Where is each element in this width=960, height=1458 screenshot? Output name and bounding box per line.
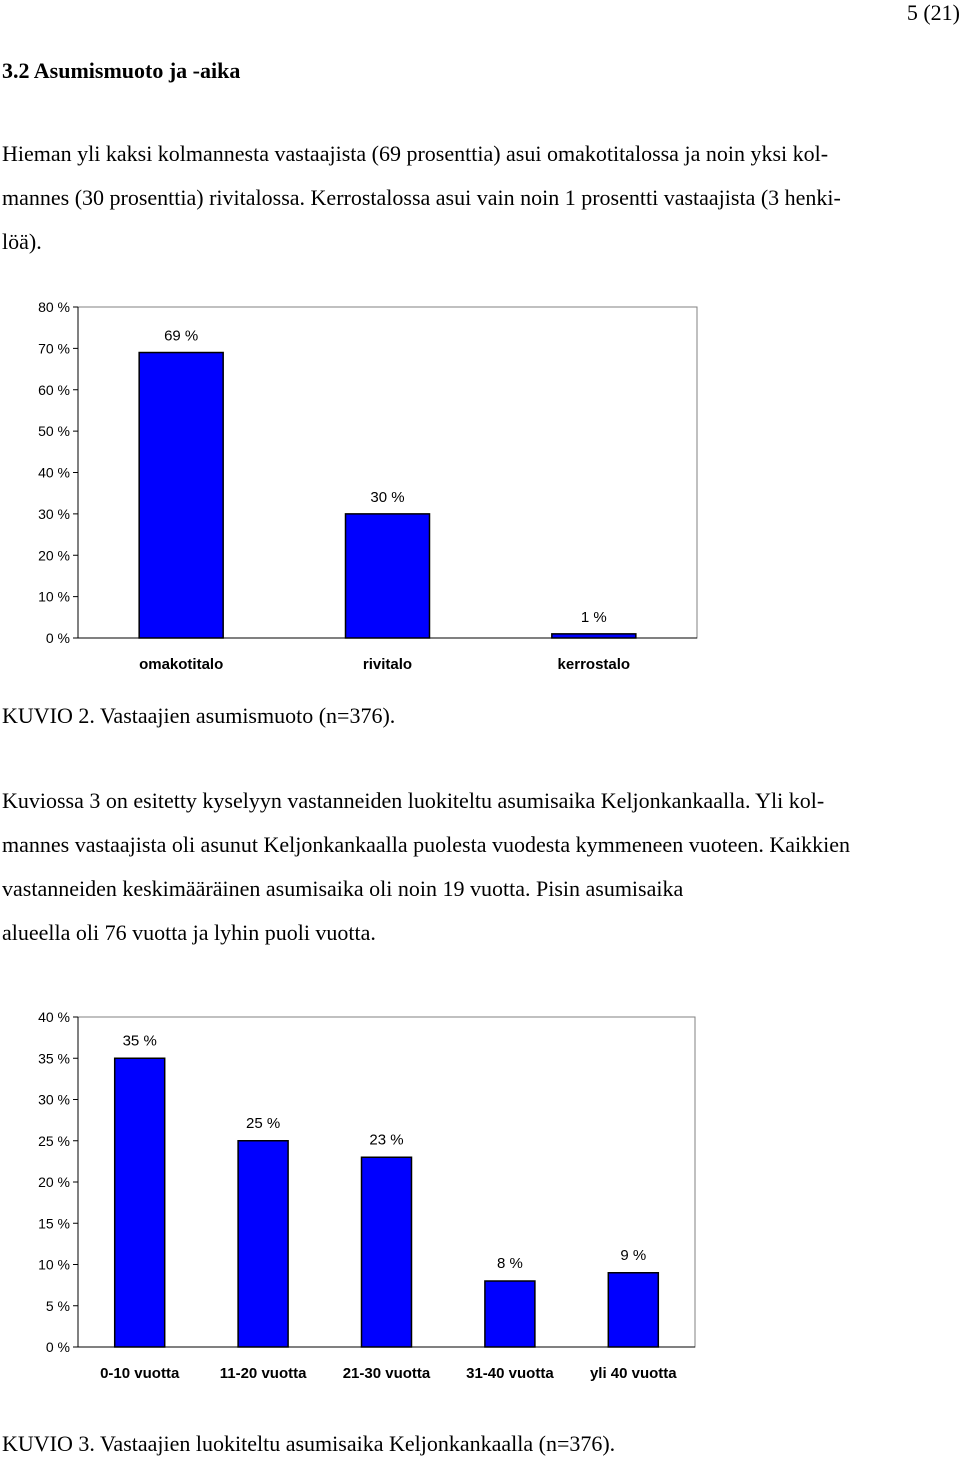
bar-value-label: 35 % [122, 1032, 157, 1050]
y-tick-label: 20 % [38, 547, 70, 564]
bar-value-label: 9 % [620, 1246, 647, 1264]
y-tick-label: 30 % [38, 1091, 70, 1108]
paragraph-line: mannes (30 prosenttia) rivitalossa. Kerrostalossa asui vain noin 1 prosentti vastaajista (3 henki- [2, 185, 841, 210]
paragraph-line: alueella oli 76 vuotta ja lyhin puoli vuotta. [2, 920, 376, 945]
figure-caption-3: KUVIO 3. Vastaajien luokiteltu asumisaika Keljonkankaalla (n=376). [2, 1431, 616, 1456]
y-tick-label: 70 % [38, 340, 70, 357]
category-label: kerrostalo [557, 656, 631, 673]
paragraph-line: löä). [2, 229, 42, 254]
y-tick-label: 10 % [38, 588, 70, 605]
paragraph-line: mannes vastaajista oli asunut Keljonkankaalla puolesta vuodesta kymmeneen vuoteen. Kaikkien [2, 832, 850, 857]
paragraph-line: Kuviossa 3 on esitetty kyselyyn vastanneiden luokiteltu asumisaika Keljonkankaalla. Yli kol- [2, 788, 825, 813]
y-tick-label: 0 % [45, 1339, 70, 1355]
category-label: rivitalo [362, 656, 413, 673]
residence-time-chart [0, 1000, 960, 1400]
bar-value-label: 69 % [164, 327, 199, 345]
category-label: 21-30 vuotta [342, 1365, 431, 1382]
category-label: 31-40 vuotta [466, 1365, 554, 1382]
y-tick-label: 35 % [38, 1050, 70, 1067]
paragraph-line: vastanneiden keskimääräinen asumisaika oli noin 19 vuotta. Pisin asumisaika [2, 876, 684, 901]
y-tick-label: 25 % [38, 1132, 70, 1149]
bar [238, 1141, 288, 1347]
bar [608, 1273, 658, 1347]
category-label: yli 40 vuotta [589, 1365, 677, 1382]
housing-type-chart [0, 290, 960, 690]
y-tick-label: 10 % [38, 1256, 70, 1273]
page-number: 5 (21) [906, 0, 960, 25]
y-tick-label: 80 % [38, 299, 70, 315]
bar [139, 353, 223, 638]
bar [552, 634, 636, 638]
category-label: 11-20 vuotta [219, 1365, 307, 1382]
bar [485, 1281, 535, 1347]
bar-value-label: 23 % [369, 1131, 404, 1149]
bar-value-label: 1 % [580, 608, 607, 626]
paragraph-residence-time [2, 779, 960, 955]
y-tick-label: 5 % [45, 1297, 70, 1314]
y-tick-label: 40 % [38, 1009, 70, 1025]
y-tick-label: 30 % [38, 505, 70, 522]
y-tick-label: 40 % [38, 464, 70, 481]
paragraph-line: Hieman yli kaksi kolmannesta vastaajista (69 prosenttia) asui omakotitalossa ja noin yksi kol- [2, 141, 829, 166]
y-tick-label: 15 % [38, 1215, 70, 1232]
figure-caption-2: KUVIO 2. Vastaajien asumismuoto (n=376). [2, 703, 396, 728]
y-tick-label: 50 % [38, 423, 70, 440]
category-label: 0-10 vuotta [100, 1365, 180, 1382]
section-heading: 3.2 Asumismuoto ja -aika [2, 58, 241, 83]
paragraph-housing-type [2, 132, 960, 264]
bar [362, 1157, 412, 1347]
y-tick-label: 0 % [45, 630, 70, 646]
y-tick-label: 20 % [38, 1174, 70, 1190]
y-tick-label: 60 % [38, 381, 70, 398]
category-label: omakotitalo [139, 656, 224, 673]
bar-value-label: 30 % [370, 488, 405, 506]
bar [115, 1058, 165, 1347]
bar-value-label: 25 % [245, 1114, 281, 1132]
bar [346, 514, 430, 638]
bar-value-label: 8 % [496, 1255, 523, 1272]
